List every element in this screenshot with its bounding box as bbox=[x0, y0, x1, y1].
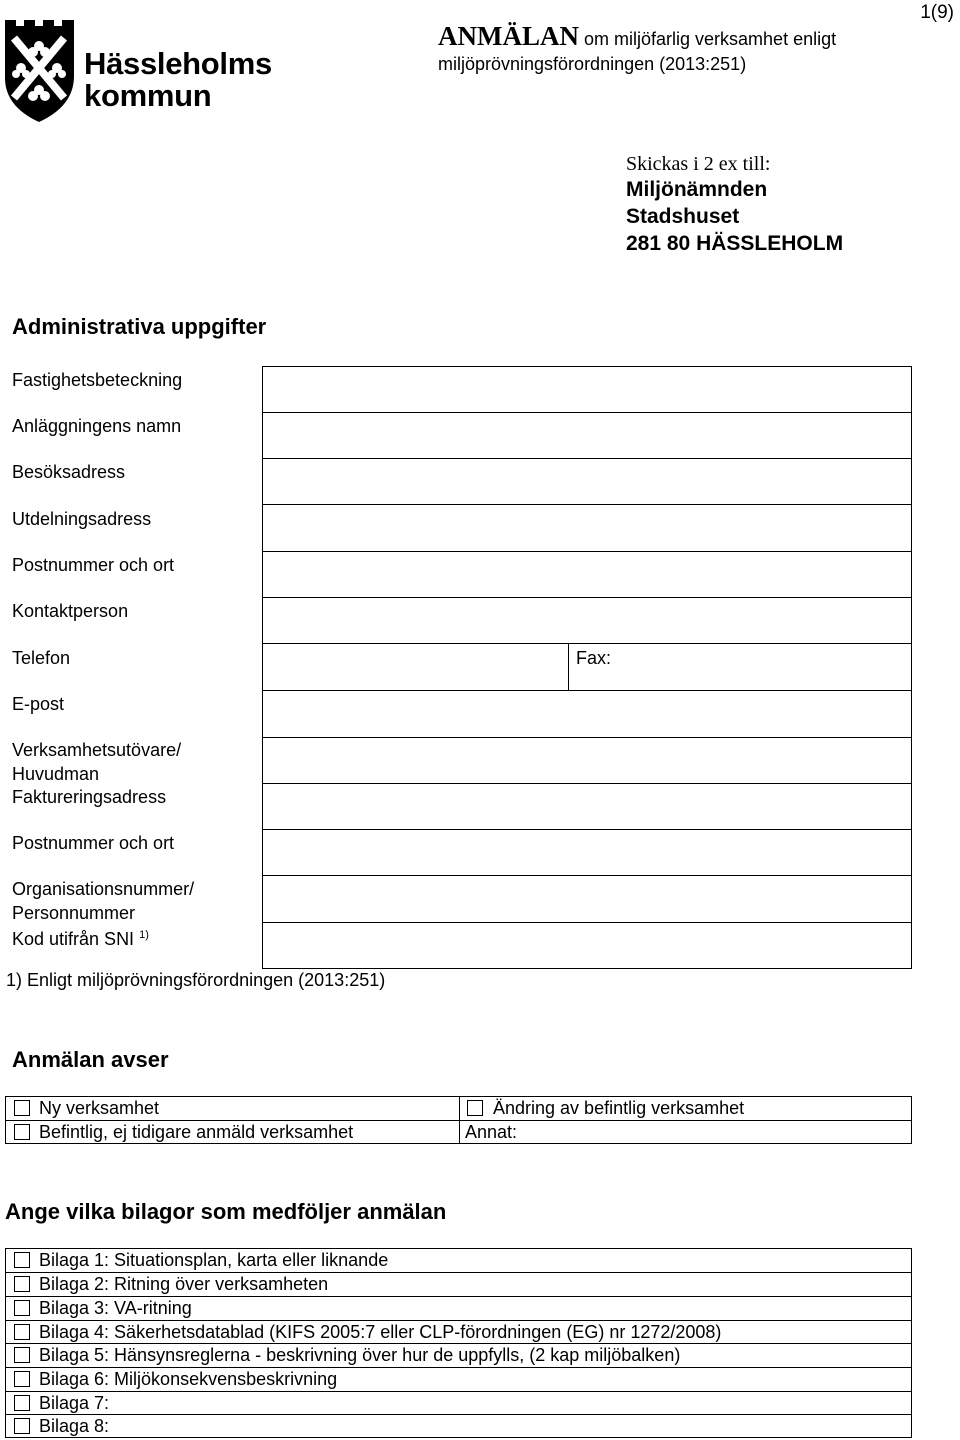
label-sni-footnote-mark: 1) bbox=[139, 929, 149, 941]
besoksadress-field[interactable] bbox=[262, 458, 912, 505]
label-postnummer-och-ort: Postnummer och ort bbox=[12, 555, 175, 575]
faktureringsadress-field[interactable] bbox=[262, 783, 912, 830]
label-orgnr-line1: Organisationsnummer/ bbox=[12, 879, 195, 899]
utdelningsadress-field[interactable] bbox=[262, 504, 912, 552]
label-verksamhetsutovare bbox=[12, 738, 181, 786]
fastighetsbeteckning-field[interactable] bbox=[262, 366, 912, 413]
footnote: 1) Enligt miljöprövningsförordningen (2013:251) bbox=[6, 970, 386, 990]
section-heading-admin: Administrativa uppgifter bbox=[12, 314, 267, 339]
label-andring: Ändring av befintlig verksamhet bbox=[493, 1098, 745, 1118]
label-verksamhetsutovare-line1: Verksamhetsutövare/ bbox=[12, 740, 182, 760]
page-number: 1(9) bbox=[920, 2, 954, 23]
section-heading-bilagor: Ange vilka bilagor som medföljer anmälan bbox=[5, 1199, 447, 1224]
title-line2: miljöprövningsförordningen (2013:251) bbox=[438, 54, 747, 74]
label-bilaga-3: Bilaga 3: VA-ritning bbox=[39, 1298, 192, 1318]
label-befintlig: Befintlig, ej tidigare anmäld verksamhet bbox=[39, 1122, 354, 1142]
kontaktperson-field[interactable] bbox=[262, 597, 912, 644]
checkbox-andring[interactable] bbox=[467, 1100, 483, 1116]
label-orgnr-line2: Personnummer bbox=[12, 903, 136, 923]
label-bilaga-1: Bilaga 1: Situationsplan, karta eller liknande bbox=[39, 1250, 389, 1270]
document-title bbox=[438, 21, 837, 77]
bilagor-row-divider bbox=[5, 1391, 912, 1392]
label-postnummer-och-ort-2: Postnummer och ort bbox=[12, 833, 175, 853]
checkbox-bilaga-8[interactable] bbox=[14, 1418, 30, 1434]
label-anlaggningens-namn: Anläggningens namn bbox=[12, 416, 182, 436]
epost-field[interactable] bbox=[262, 690, 912, 738]
label-bilaga-8: Bilaga 8: bbox=[39, 1416, 110, 1436]
postnummer-och-ort-field[interactable] bbox=[262, 551, 912, 598]
label-bilaga-5: Bilaga 5: Hänsynsreglerna - beskrivning över hur de uppfylls, (2 kap miljöbalken) bbox=[39, 1345, 681, 1365]
label-epost: E-post bbox=[12, 694, 65, 714]
logo-line1: Hässleholms bbox=[84, 46, 272, 81]
checkbox-befintlig[interactable] bbox=[14, 1124, 30, 1140]
fax-divider bbox=[568, 643, 569, 691]
label-fastighetsbeteckning: Fastighetsbeteckning bbox=[12, 370, 183, 390]
label-bilaga-7: Bilaga 7: bbox=[39, 1393, 110, 1413]
label-utdelningsadress: Utdelningsadress bbox=[12, 509, 152, 529]
send-to-line1: Miljönämnden bbox=[626, 178, 768, 201]
send-to-block bbox=[626, 152, 843, 257]
checkbox-bilaga-5[interactable] bbox=[14, 1347, 30, 1363]
label-bilaga-2: Bilaga 2: Ritning över verksamheten bbox=[39, 1274, 329, 1294]
section-heading-anmalan: Anmälan avser bbox=[12, 1047, 169, 1072]
label-bilaga-4: Bilaga 4: Säkerhetsdatablad (KIFS 2005:7 eller CLP-förordningen (EG) nr 1272/2008) bbox=[39, 1322, 722, 1342]
anlaggningens-namn-field[interactable] bbox=[262, 412, 912, 459]
sni-field[interactable] bbox=[262, 922, 912, 969]
label-annat: Annat: bbox=[465, 1122, 518, 1142]
label-bilaga-6: Bilaga 6: Miljökonsekvensbeskrivning bbox=[39, 1369, 338, 1389]
coat-of-arms-icon bbox=[2, 18, 82, 126]
checkbox-ny-verksamhet[interactable] bbox=[14, 1100, 30, 1116]
title-main: ANMÄLAN bbox=[438, 21, 579, 51]
label-kontaktperson: Kontaktperson bbox=[12, 601, 129, 621]
logo-wordmark bbox=[84, 48, 272, 112]
send-to-intro: Skickas i 2 ex till: bbox=[626, 153, 771, 175]
bilagor-row-divider bbox=[5, 1414, 912, 1415]
postnummer-och-ort-2-field[interactable] bbox=[262, 829, 912, 876]
title-rest: om miljöfarlig verksamhet enligt bbox=[584, 29, 837, 49]
logo-line2: kommun bbox=[84, 78, 212, 113]
label-ny-verksamhet: Ny verksamhet bbox=[39, 1098, 160, 1118]
label-faktureringsadress: Faktureringsadress bbox=[12, 787, 167, 807]
label-telefon: Telefon bbox=[12, 648, 71, 668]
organisationsnummer-field[interactable] bbox=[262, 875, 912, 923]
verksamhetsutovare-field[interactable] bbox=[262, 737, 912, 784]
checkbox-bilaga-6[interactable] bbox=[14, 1371, 30, 1387]
checkbox-bilaga-4[interactable] bbox=[14, 1324, 30, 1340]
checkbox-bilaga-7[interactable] bbox=[14, 1395, 30, 1411]
checkbox-bilaga-2[interactable] bbox=[14, 1276, 30, 1292]
label-sni-text: Kod utifrån SNI bbox=[12, 929, 135, 949]
label-fax: Fax: bbox=[576, 648, 612, 668]
label-organisationsnummer bbox=[12, 877, 194, 925]
anmalan-col-divider bbox=[459, 1097, 460, 1143]
label-verksamhetsutovare-line2: Huvudman bbox=[12, 764, 100, 784]
label-besoksadress: Besöksadress bbox=[12, 462, 126, 482]
checkbox-bilaga-3[interactable] bbox=[14, 1300, 30, 1316]
send-to-line2: Stadshuset bbox=[626, 205, 740, 228]
send-to-line3: 281 80 HÄSSLEHOLM bbox=[626, 232, 844, 255]
checkbox-bilaga-1[interactable] bbox=[14, 1252, 30, 1268]
label-sni bbox=[12, 923, 149, 951]
